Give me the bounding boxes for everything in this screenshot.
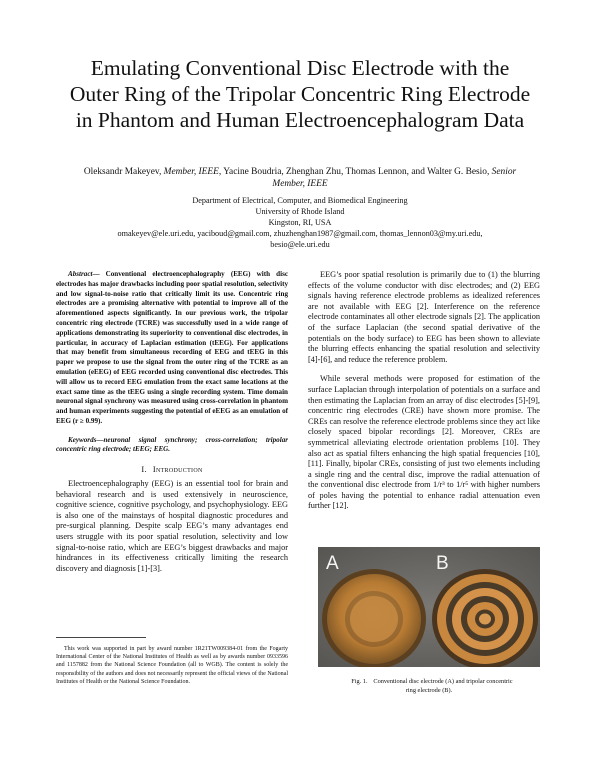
email-list: besio@ele.uri.edu: [270, 240, 330, 249]
left-column: [56, 270, 288, 574]
email-list: omakeyev@ele.uri.edu, yaciboud@gmail.com, zhuzhenghan1987@gmail.com, thomas_lennon03@my.uri.edu,: [117, 229, 483, 238]
abstract: [56, 270, 288, 427]
affiliation: [50, 195, 550, 250]
figure-caption: [318, 677, 540, 695]
author-title: Member, IEEE: [272, 179, 328, 189]
body-paragraph: EEG’s poor spatial resolution is primarily due to (1) the blurring effects of the volume conductor with disc electrodes; and (2) EEG signals having reference electrode problems as idealized references are not available with EEG [2]. Interference on the reference electrode contaminates all other electrode signals [2]. The application of the surface Laplacian (the second spatial derivative of the potentials on the body surface) to EEG has been shown to alleviate the blurring effects enhancing the spatial resolution and selectivity [4]-[6], and reduce the reference problem.: [308, 270, 540, 364]
caption-label: Fig. 1.: [351, 678, 368, 685]
intro-paragraph: Electroencephalography (EEG) is an essential tool for brain and behavioral research and is used extensively in neuroscience, cognitive science, cognitive psychology, and psychophysiology. EEG is also one of the mainstays of hospital diagnostic procedures and pre-surgical planning. Despite scalp EEG’s many advantages end users struggle with its poor spatial resolution, selectivity and low signal-to-noise ratio, which are EEG’s biggest drawbacks and major hindrances in its effectiveness critically limiting the research discovery and diagnosis [1]-[3].: [56, 478, 288, 573]
title-line: Outer Ring of the Tripolar Concentric Ring Electrode: [69, 82, 531, 106]
author-name: Oleksandr Makeyev,: [83, 167, 164, 177]
title-line: in Phantom and Human Electroencephalogram Data: [75, 108, 525, 132]
tripolar-ring-electrode: [432, 569, 538, 667]
department: Department of Electrical, Computer, and Biomedical Engineering: [192, 196, 408, 205]
keywords-label: Keywords: [68, 435, 97, 444]
title-line: Emulating Conventional Disc Electrode with the: [90, 56, 510, 80]
abstract-label: Abstract: [68, 270, 93, 278]
caption-text: Conventional disc electrode (A) and tripolar concentric: [373, 678, 513, 685]
university: University of Rhode Island: [255, 207, 345, 216]
keywords: [56, 436, 288, 455]
author-names: , Yacine Boudria, Zhenghan Zhu, Thomas Lennon, and Walter G. Besio,: [218, 167, 492, 177]
electrode-photo: [318, 547, 540, 667]
section-title: Introduction: [152, 464, 203, 474]
body-paragraph: While several methods were proposed for estimation of the surface Laplacian through interpolation of potentials on a surface and then estimating the Laplacian from an array of disc electrodes [5]-[9], concentric ring electrodes (CRE) have shown more promise. The CREs can resolve the reference electrode problems since they act like closely spaced bipolar recordings [2]. Moreover, CREs are symmetrical alleviating electrode orientation problems [10]. They also act as spatial filters enhancing the high spatial frequencies [10], [11]. Finally, bipolar CREs, consisting of just two elements including a single ring and the central disc, improve the radial attenuation of the conventional disc electrode from 1/r³ to 1/r⁵ with higher numbers of poles having the potential to enhance radial attenuation even further [12].: [308, 374, 540, 511]
keywords-text: —neuronal signal synchrony; cross-correlation; tripolar concentric ring electrode; tEEG; EEG.: [56, 435, 288, 454]
section-heading: [56, 465, 288, 474]
author-list: [55, 166, 545, 190]
footnote-divider: [56, 637, 146, 638]
electrode-photo-figure: [318, 547, 540, 667]
location: Kingston, RI, USA: [268, 218, 332, 227]
author-title: Senior: [491, 167, 517, 177]
right-column: [308, 270, 540, 521]
caption-text: ring electrode (B).: [405, 687, 453, 694]
footnote: This work was supported in part by award number 1R21TW009384-01 from the Fogarty International Center of the National Institutes of Health as well as by awards number 0933596 and 1157882 from the National Science Foundation (all to WGB). The content is solely the responsibility of the authors and does not necessarily represent the official views of the National Institutes of Health or the National Science Foundation.: [56, 646, 288, 685]
section-number: I.: [141, 464, 147, 474]
abstract-text: — Conventional electroencephalography (EEG) with disc electrodes has major drawbacks including poor spatial resolution, selectivity and low signal-to-noise ratio that critically limit its use. Concentric ring electrodes are a promising alternative with potential to improve all of the aforementioned aspects significantly. In our previous work, the tripolar concentric ring electrode (TCRE) was successfully used in a wide range of applications demonstrating its superiority to conventional disc electrodes, in particular, in accuracy of Laplacian estimation (tEEG). For applications that may benefit from simultaneous recording of EEG and tEEG in this paper we propose to use the signal from the outer ring of the TCRE as an emulation (eEEG) of EEG recorded using conventional disc electrodes. This will allow us to record EEG emulation from the exact same locations at the exact same time as the tEEG using a single recording system. Time domain neuronal signal synchrony was measured using cross-correlation in phantom and human experiments suggesting the potential of eEEG as an emulation of EEG (r ≥ 0.99).: [56, 270, 288, 425]
panel-label-a: A: [326, 553, 339, 574]
paper-title: [30, 55, 570, 133]
panel-label-b: B: [436, 553, 449, 574]
author-title: Member, IEEE: [163, 167, 219, 177]
disc-electrode: [322, 569, 426, 667]
